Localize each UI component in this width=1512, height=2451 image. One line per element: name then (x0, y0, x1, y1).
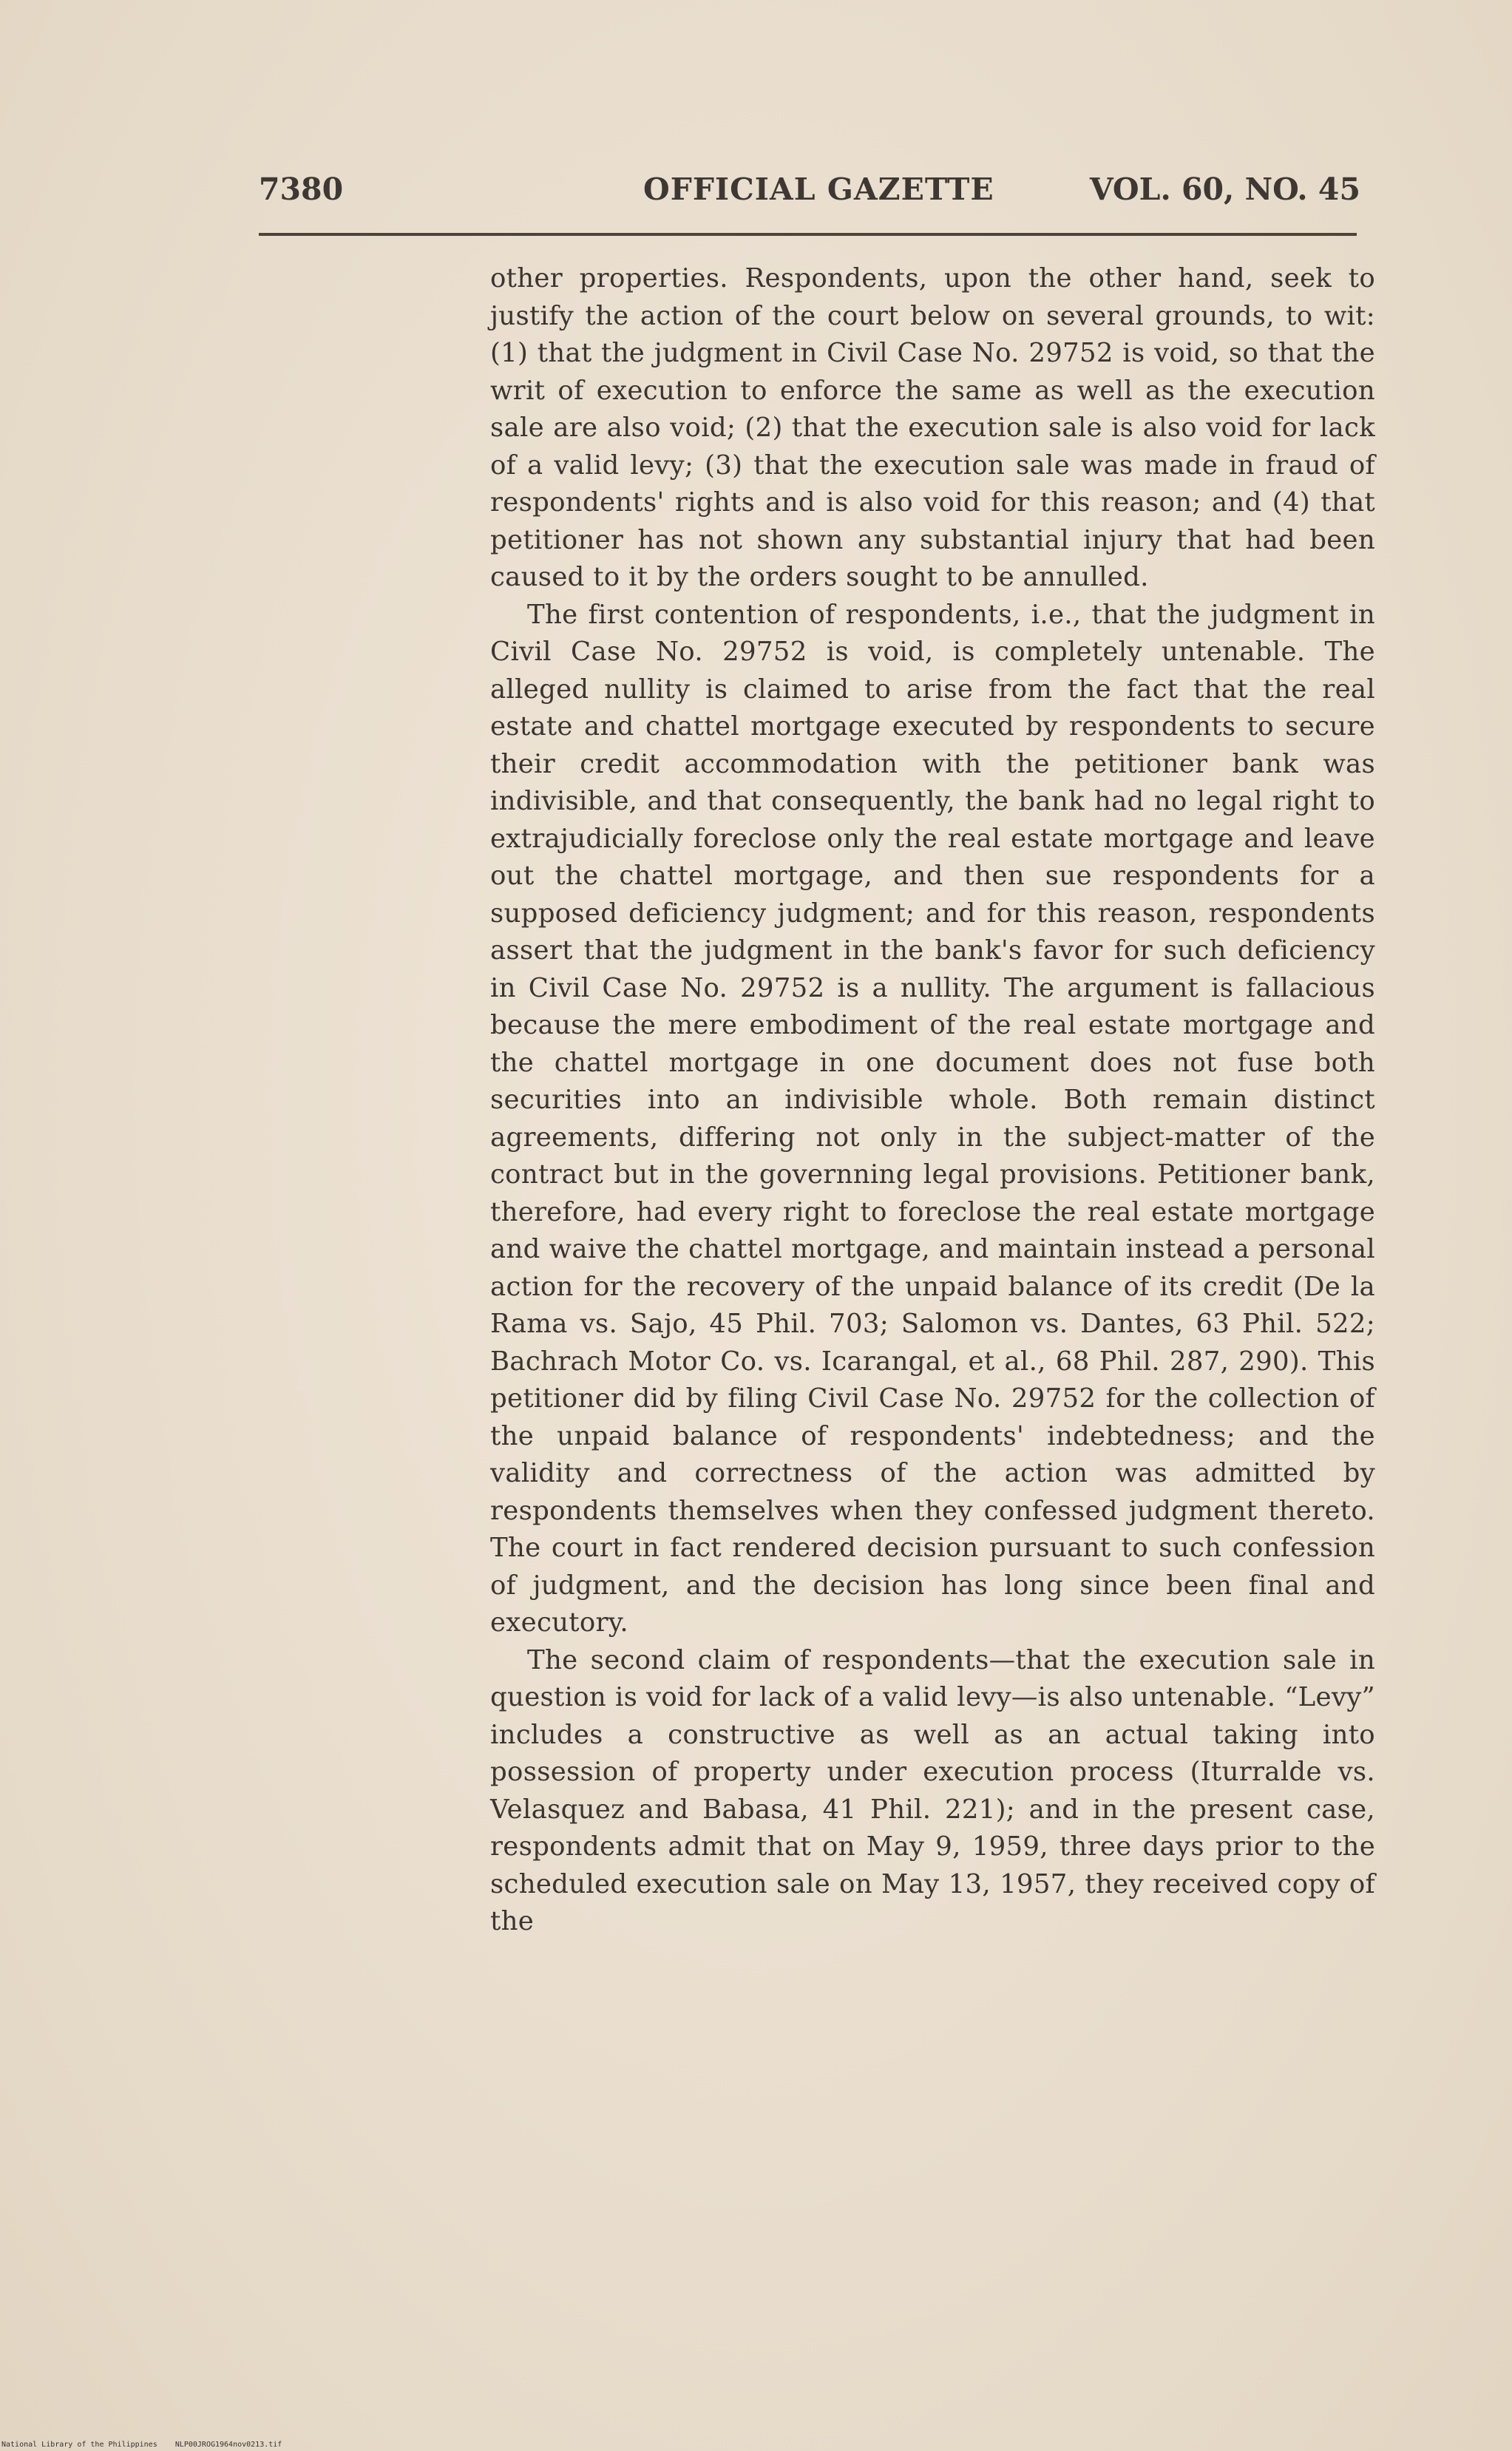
volume-number: VOL. 60, NO. 45 (1089, 172, 1360, 207)
paragraph-second-claim: The second claim of respondents—that the execution sale in question is void for lack of a valid levy—is also untenable. “Levy” includes a constructive as well as an actual taking into possession of property under execution process (Iturralde vs. Velasquez and Babasa, 41 Phil. 221); and in the present case, respondents admit that on May 9, 1959, three days prior to the scheduled execution sale on May 13, 1957, they received copy of the (490, 1644, 1375, 1936)
publication-title: OFFICIAL GAZETTE (643, 172, 994, 207)
scan-footer (1, 2441, 282, 2449)
page-number: 7380 (259, 172, 344, 207)
paragraph-first-contention: The first contention of respondents, i.e., that the judgment in Civil Case No. 29752 is void, is completely untenable. The alleged nullity is claimed to arise from the fact that the real estate and chattel mortgage executed by respondents to secure their credit accommodation with the petitioner bank was indivisible, and that consequently, the bank had no legal right to extrajudicially foreclose only the real estate mortgage and leave out the chattel mortgage, and then sue respondents for a supposed deficiency judgment; and for this reason, respondents assert that the judgment in the bank's favor for such deficiency in Civil Case No. 29752 is a nullity. The argument is fallacious because the mere embodiment of the real estate mortgage and the chattel mortgage in one document does not fuse both securities into an indivisible whole. Both remain distinct agreements, differing not only in the subject-matter of the contract but in the governning legal provisions. Petitioner bank, therefore, had every right to foreclose the real estate mortgage and waive the chattel mortgage, and maintain instead a personal action for the recovery of the unpaid balance of its credit (De la Rama vs. Sajo, 45 Phil. 703; Salomon vs. Dantes, 63 Phil. 522; Bachrach Motor Co. vs. Icarangal, et al., 68 Phil. 287, 290). This petitioner did by filing Civil Case No. 29752 for the collection of the unpaid balance of respondents' indebtedness; and the validity and correctness of the action was admitted by respondents themselves when they confessed judgment thereto. The court in fact rendered decision pursuant to such confession of judgment, and the decision has long since been final and executory. (490, 599, 1375, 1638)
footer-file-name: NLP00JROG1964nov0213.tif (174, 2441, 282, 2449)
body-text (490, 260, 1375, 1941)
footer-library: National Library of the Philippines (1, 2441, 157, 2449)
page-header (259, 172, 1360, 216)
header-rule (259, 233, 1357, 236)
paragraph-continued: other properties. Respondents, upon the other hand, seek to justify the action of the court below on several grounds, to wit: (1) that the judgment in Civil Case No. 29752 is void, so that the writ of execution to enforce the same as well as the execution sale are also void; (2) that the execution sale is also void for lack of a valid levy; (3) that the execution sale was made in fraud of respondents' rights and is also void for this reason; and (4) that petitioner has not shown any substantial injury that had been caused to it by the orders sought to be annulled. (490, 263, 1375, 592)
